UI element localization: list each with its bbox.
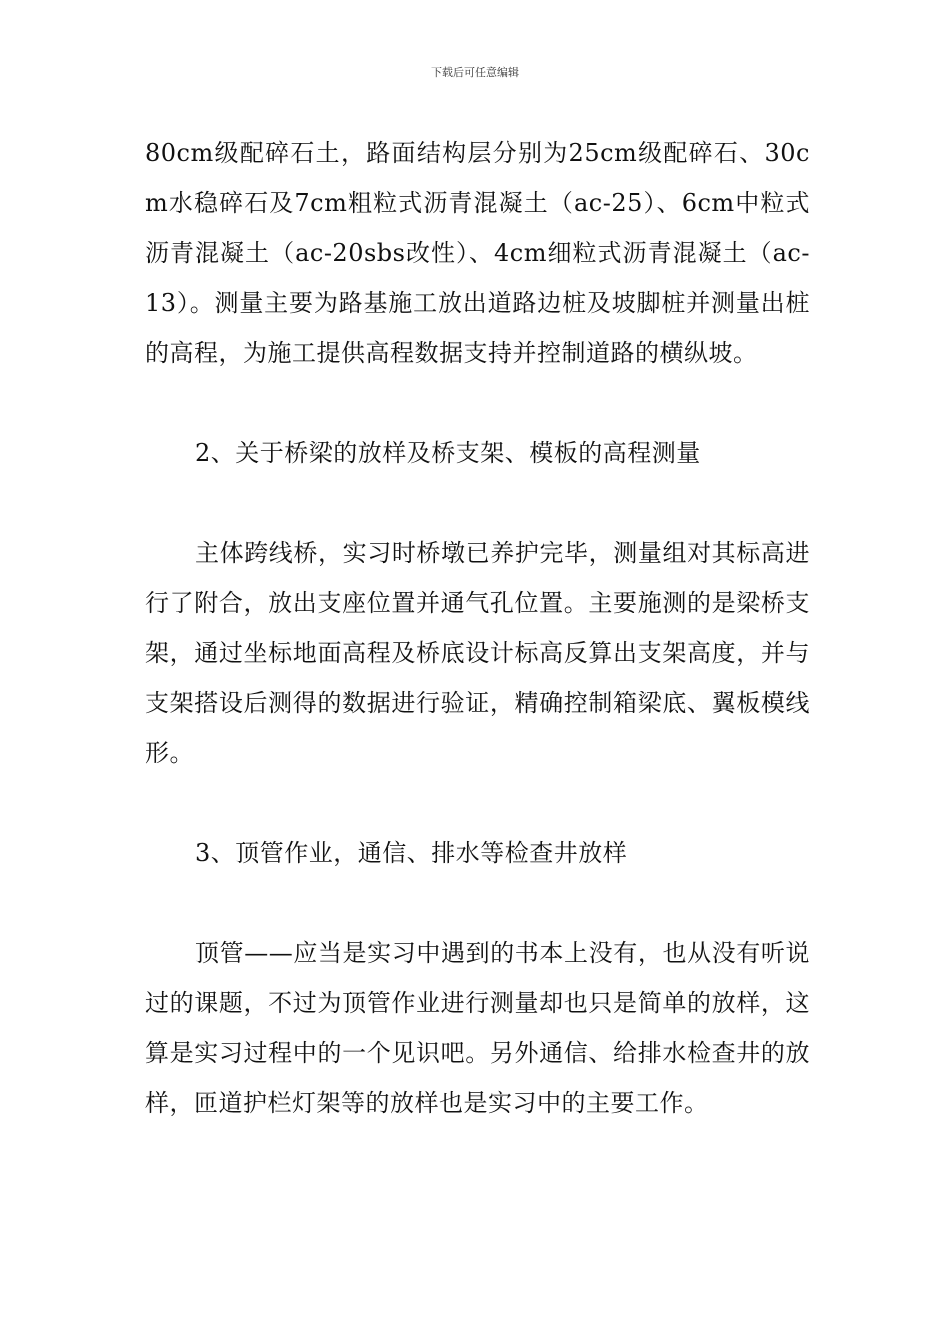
page-header: 下载后可任意编辑 <box>431 66 519 79</box>
section-heading-bridge: 2、关于桥梁的放样及桥支架、模板的高程测量 <box>195 439 701 467</box>
paragraph-pipe-jacking: 顶管——应当是实习中遇到的书本上没有，也从没有听说过的课题，不过为顶管作业进行测量却也只是简单的放样，这算是实习过程中的一个见识吧。另外通信、给排水检查井的放样，匝道护栏灯架等的放样也是实习中的主要工作。 <box>145 939 810 1117</box>
paragraph-gap <box>145 478 810 528</box>
paragraph-gap <box>145 778 810 828</box>
paragraph-gap <box>145 378 810 428</box>
section-heading-pipe-jacking: 3、顶管作业，通信、排水等检查井放样 <box>195 839 628 867</box>
document-body <box>145 128 810 1128</box>
paragraph-gap <box>145 878 810 928</box>
paragraph-road-structure: 80cm级配碎石土，路面结构层分别为25cm级配碎石、30cm水稳碎石及7cm粗粒式沥青混凝土（ac-25）、6cm中粒式沥青混凝土（ac-20sbs改性）、4cm细粒式沥青混凝土（ac-13）。测量主要为路基施工放出道路边桩及坡脚桩并测量出桩的高程，为施工提供高程数据支持并控制道路的横纵坡。 <box>145 139 810 367</box>
paragraph-bridge-survey: 主体跨线桥，实习时桥墩已养护完毕，测量组对其标高进行了附合，放出支座位置并通气孔位置。主要施测的是梁桥支架，通过坐标地面高程及桥底设计标高反算出支架高度，并与支架搭设后测得的数据进行验证，精确控制箱梁底、翼板模线形。 <box>145 539 810 767</box>
